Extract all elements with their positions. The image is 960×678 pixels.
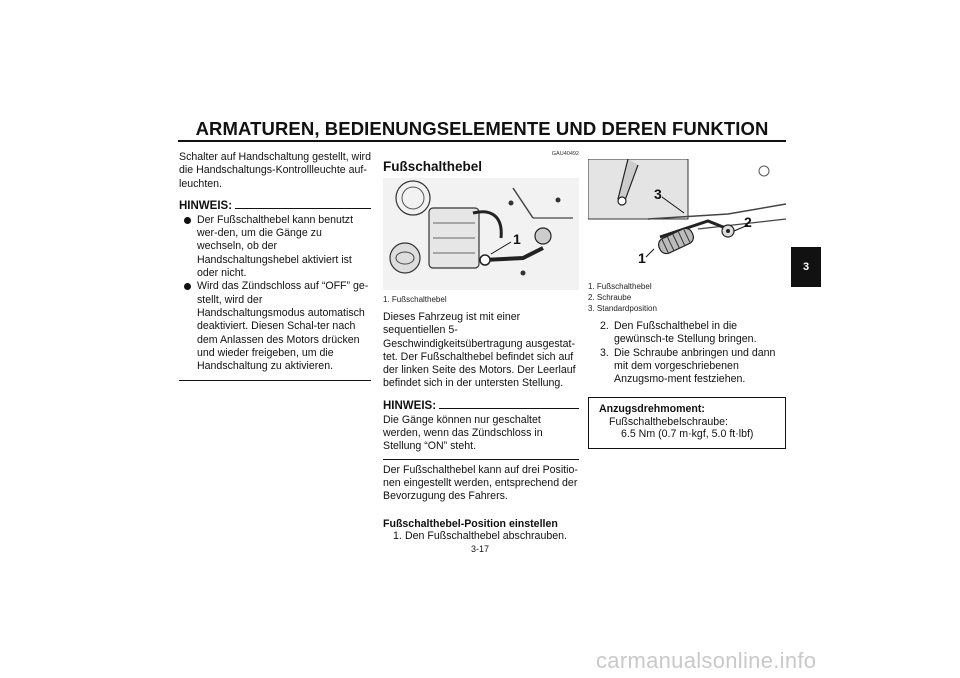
list-item bbox=[179, 214, 371, 280]
steps-list bbox=[383, 530, 579, 543]
column-2 bbox=[383, 151, 579, 543]
figure-caption: 1. Fußschalthebel bbox=[383, 295, 447, 304]
column-1 bbox=[179, 151, 371, 381]
caption-line: 1. Fußschalthebel bbox=[588, 282, 652, 291]
step-number: 3. bbox=[600, 346, 609, 359]
figure-callout-2: 2 bbox=[744, 214, 752, 230]
hinweis-rule bbox=[235, 208, 371, 209]
hinweis-heading bbox=[383, 400, 579, 412]
hinweis-label: HINWEIS: bbox=[383, 399, 437, 412]
hinweis-bullets bbox=[179, 214, 371, 374]
step-text: Den Fußschalthebel abschrauben. bbox=[405, 529, 567, 542]
list-item bbox=[383, 530, 579, 543]
figure-captions bbox=[588, 281, 788, 314]
shift-lever-figure bbox=[588, 159, 786, 277]
watermark: carmanualsonline.info bbox=[596, 648, 817, 673]
bullet-text: Wird das Zündschloss auf “OFF” ge-stellt, wird der Handschaltungsmodus automatisch deaktiviert. Diesen Schal-ter nach dem Anlassen des Motors drücken und wieder freigeben, um die Handschaltung zu aktivieren. bbox=[197, 280, 369, 373]
list-item bbox=[588, 320, 788, 347]
chapter-tab: 3 bbox=[791, 247, 821, 287]
figure-callout-1: 1 bbox=[638, 250, 646, 266]
figure-callout-3: 3 bbox=[654, 186, 662, 202]
engine-figure bbox=[383, 178, 579, 290]
intro-paragraph: Schalter auf Handschaltung gestellt, wird die Handschaltungs-Kontrollleuchte auf-leuchten. bbox=[179, 151, 371, 190]
hinweis-end-rule bbox=[179, 380, 371, 381]
engine-illustration bbox=[383, 178, 579, 290]
torque-value: 6.5 Nm (0.7 m·kgf, 5.0 ft·lbf) bbox=[621, 428, 754, 441]
step-number: 1. bbox=[393, 529, 402, 542]
header-rule bbox=[178, 140, 786, 142]
hinweis-end-rule bbox=[383, 459, 579, 460]
bullet-text: Der Fußschalthebel kann benutzt wer-den, um die Gänge zu wechseln, ob der Handschaltungshebel aktiviert ist oder nicht. bbox=[197, 213, 354, 280]
torque-title: Anzugsdrehmoment: bbox=[599, 403, 705, 416]
figure-callout-1: 1 bbox=[513, 231, 521, 247]
hinweis-text: Die Gänge können nur geschaltet werden, wenn das Zündschloss in Stellung “ON” steht. bbox=[383, 413, 543, 453]
hinweis-rule bbox=[439, 408, 579, 409]
column-3 bbox=[588, 159, 788, 449]
paragraph-2: Der Fußschalthebel kann auf drei Positio-nen eingestellt werden, entsprechend der Bevorzugung des Fahrers. bbox=[383, 463, 578, 503]
page-title: ARMATUREN, BEDIENUNGSELEMENTE UND DEREN FUNKTION bbox=[195, 118, 769, 139]
torque-part: Fußschalthebelschraube: bbox=[609, 415, 728, 428]
step-text: Die Schraube anbringen und dann mit dem vorgeschriebenen Anzugsmo-ment festziehen. bbox=[614, 346, 776, 386]
bullet-icon bbox=[184, 217, 191, 224]
caption-line: 3. Standardposition bbox=[588, 304, 657, 313]
paragraph-1: Dieses Fahrzeug ist mit einer sequentiellen 5-Geschwindigkeitsübertragung ausgestat-tet. Der Fußschalthebel befindet sich auf der linken Seite des Motors. Der Leerlauf befindet sich in der untersten Stellung. bbox=[383, 311, 576, 390]
hinweis-label: HINWEIS: bbox=[179, 199, 233, 212]
hinweis-heading bbox=[179, 200, 371, 212]
section-title: Fußschalthebel bbox=[383, 159, 483, 174]
page-number: 3-17 bbox=[470, 544, 489, 554]
shift-lever-illustration bbox=[588, 159, 786, 277]
step-text: Den Fußschalthebel in die gewünsch-te Stellung bringen. bbox=[614, 320, 757, 346]
bullet-icon bbox=[184, 283, 191, 290]
caption-line: 2. Schraube bbox=[588, 293, 632, 302]
list-item bbox=[588, 347, 788, 387]
section-code: GAU40492 bbox=[551, 151, 579, 157]
steps-list bbox=[588, 320, 788, 386]
step-number: 2. bbox=[600, 320, 609, 332]
list-item bbox=[179, 280, 371, 373]
torque-spec-box bbox=[588, 397, 786, 449]
subheading: Fußschalthebel-Position einstellen bbox=[383, 517, 558, 530]
